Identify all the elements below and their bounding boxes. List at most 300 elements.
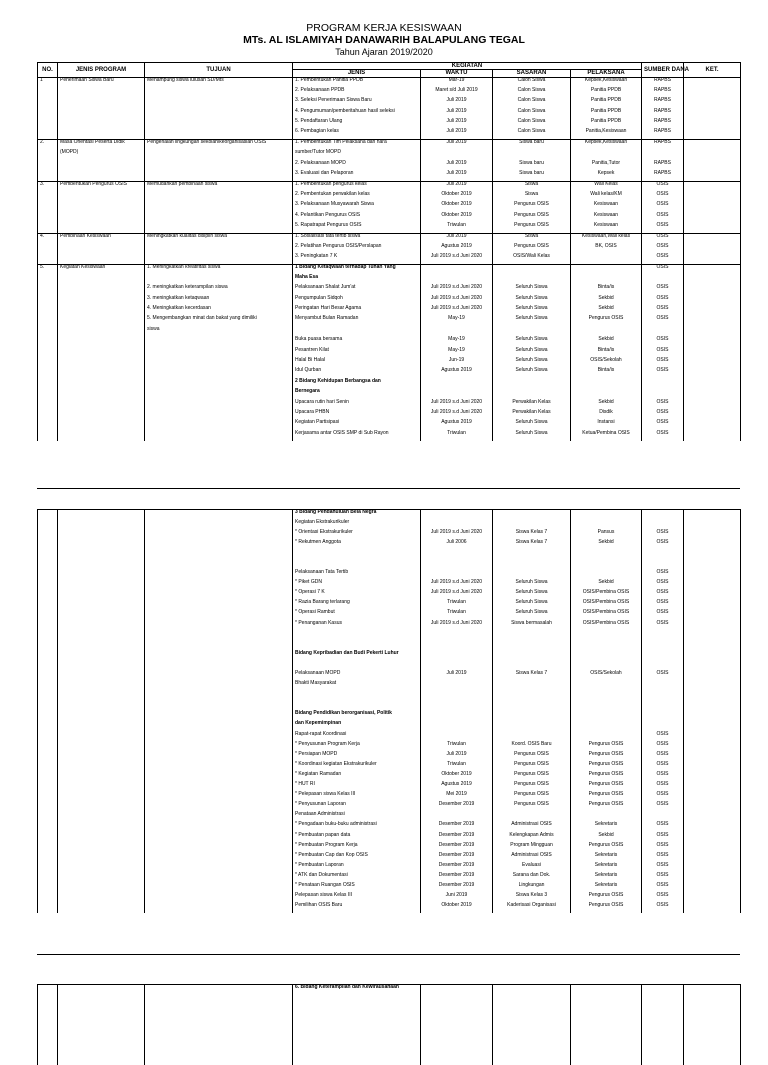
cell-sumber-dana: RAPBS bbox=[642, 129, 684, 139]
cell-jenis: Pelaksanaan Shalat Jum'at bbox=[293, 285, 421, 295]
cell-waktu: Juli 2019 bbox=[421, 119, 493, 129]
cell-pelaksana: Panitia PPDB bbox=[571, 109, 642, 119]
cell-waktu: May-19 bbox=[421, 337, 493, 347]
cell-pelaksana: OSIS/Sekolah bbox=[571, 358, 642, 368]
cell-sasaran: Seluruh Siswa bbox=[493, 368, 571, 378]
cell-waktu: Oktober 2019 bbox=[421, 213, 493, 223]
cell-waktu: Juli 2019 bbox=[421, 98, 493, 108]
cell-pelaksana: Kepsek,Kesiswaan bbox=[571, 140, 642, 150]
cell-jenis: Upacara rutin hari Senin bbox=[293, 400, 421, 410]
cell-tujuan bbox=[145, 1055, 293, 1065]
table-row bbox=[38, 863, 741, 873]
cell-no: 1 bbox=[38, 78, 58, 88]
cell-jenis: * Penataan Ruangan OSIS bbox=[293, 883, 421, 893]
cell-pelaksana: Kesiswaan bbox=[571, 223, 642, 233]
cell-sumber-dana: OSIS bbox=[642, 368, 684, 378]
cell-tujuan: 2. meningkatkan keterampilan siswa bbox=[145, 285, 293, 295]
document-title: PROGRAM KERJA KESISWAAN bbox=[306, 22, 462, 34]
cell-no bbox=[38, 995, 58, 1005]
cell-jenis: * Penyusunan Laporan bbox=[293, 802, 421, 812]
cell-sasaran bbox=[493, 995, 571, 1005]
cell-jenis-program bbox=[58, 651, 145, 661]
table-row bbox=[38, 853, 741, 863]
cell-jenis bbox=[293, 1045, 421, 1055]
cell-jenis: 5. Rapatrapat Pengurus OSIS bbox=[293, 223, 421, 233]
cell-waktu bbox=[421, 701, 493, 711]
cell-waktu: Juli 2019 bbox=[421, 752, 493, 762]
school-name: MTs. AL ISLAMIYAH DANAWARIH BALAPULANG TEGAL bbox=[243, 34, 525, 46]
cell-tujuan bbox=[145, 893, 293, 903]
cell-sasaran: Administrasi OSIS bbox=[493, 853, 571, 863]
cell-no bbox=[38, 772, 58, 782]
cell-ket bbox=[684, 732, 741, 742]
cell-pelaksana bbox=[571, 651, 642, 661]
cell-sasaran: Sarana dan Dok. bbox=[493, 873, 571, 883]
cell-pelaksana bbox=[571, 254, 642, 264]
cell-jenis: Kerjasama antar OSIS SMP di Sub Rayon bbox=[293, 431, 421, 441]
cell-jenis-program bbox=[58, 520, 145, 530]
cell-tujuan bbox=[145, 833, 293, 843]
cell-sasaran bbox=[493, 510, 571, 520]
cell-sumber-dana bbox=[642, 1035, 684, 1045]
table-row bbox=[38, 711, 741, 721]
cell-pelaksana: Pengurus OSIS bbox=[571, 742, 642, 752]
table-row bbox=[38, 129, 741, 139]
cell-ket bbox=[684, 233, 741, 243]
table-row bbox=[38, 296, 741, 306]
cell-pelaksana: Sekbid bbox=[571, 296, 642, 306]
cell-tujuan bbox=[145, 98, 293, 108]
cell-jenis: Menyambut Bulan Ramadan bbox=[293, 316, 421, 326]
cell-jenis-program bbox=[58, 192, 145, 202]
cell-jenis-program bbox=[58, 327, 145, 337]
cell-ket bbox=[684, 600, 741, 610]
table-row bbox=[38, 985, 741, 995]
cell-tujuan bbox=[145, 802, 293, 812]
cell-no bbox=[38, 762, 58, 772]
cell-waktu: Triwulan bbox=[421, 431, 493, 441]
cell-sumber-dana: OSIS bbox=[642, 233, 684, 243]
cell-sasaran: Kelengkapan Admis bbox=[493, 833, 571, 843]
cell-tujuan bbox=[145, 88, 293, 98]
cell-sumber-dana: OSIS bbox=[642, 903, 684, 913]
cell-pelaksana bbox=[571, 1005, 642, 1015]
table-row bbox=[38, 379, 741, 389]
cell-ket bbox=[684, 379, 741, 389]
cell-no bbox=[38, 721, 58, 731]
cell-tujuan bbox=[145, 812, 293, 822]
cell-pelaksana: Sekretaris bbox=[571, 853, 642, 863]
cell-waktu bbox=[421, 379, 493, 389]
cell-sumber-dana: RAPBS bbox=[642, 109, 684, 119]
header-sumber-dana: SUMBER DANA bbox=[642, 63, 684, 78]
cell-jenis: Kegiatan Ekstrakurikuler bbox=[293, 520, 421, 530]
cell-sasaran: Seluruh Siswa bbox=[493, 420, 571, 430]
table-row bbox=[38, 285, 741, 295]
cell-no bbox=[38, 389, 58, 399]
cell-ket bbox=[684, 223, 741, 233]
cell-jenis-program bbox=[58, 691, 145, 701]
cell-no bbox=[38, 254, 58, 264]
cell-sumber-dana bbox=[642, 701, 684, 711]
cell-jenis: Bidang Pendidikan berorganisasi, Politik bbox=[293, 711, 421, 721]
cell-waktu: Juli 2019 bbox=[421, 140, 493, 150]
header-ket: KET. bbox=[684, 63, 741, 78]
cell-no bbox=[38, 202, 58, 212]
cell-tujuan: Meningkatkan kualitas disiplin siswa bbox=[145, 233, 293, 243]
cell-tujuan bbox=[145, 903, 293, 913]
cell-no bbox=[38, 782, 58, 792]
cell-ket bbox=[684, 410, 741, 420]
cell-jenis: Pelaksanaan MOPD bbox=[293, 671, 421, 681]
table-row bbox=[38, 389, 741, 399]
cell-jenis-program bbox=[58, 550, 145, 560]
cell-sumber-dana: OSIS bbox=[642, 420, 684, 430]
cell-ket bbox=[684, 348, 741, 358]
table-row bbox=[38, 213, 741, 223]
table-row bbox=[38, 140, 741, 150]
cell-pelaksana: Kesiswaan bbox=[571, 213, 642, 223]
cell-sasaran: Siswa baru bbox=[493, 161, 571, 171]
cell-sumber-dana: OSIS bbox=[642, 671, 684, 681]
cell-jenis-program bbox=[58, 1005, 145, 1015]
cell-ket bbox=[684, 265, 741, 275]
cell-ket bbox=[684, 520, 741, 530]
cell-sumber-dana: OSIS bbox=[642, 213, 684, 223]
table-row bbox=[38, 590, 741, 600]
cell-sumber-dana: OSIS bbox=[642, 843, 684, 853]
cell-sumber-dana: OSIS bbox=[642, 742, 684, 752]
cell-waktu bbox=[421, 641, 493, 651]
cell-jenis-program bbox=[58, 530, 145, 540]
cell-sasaran bbox=[493, 631, 571, 641]
cell-ket bbox=[684, 792, 741, 802]
cell-sumber-dana: OSIS bbox=[642, 254, 684, 264]
cell-tujuan bbox=[145, 1005, 293, 1015]
table-row bbox=[38, 150, 741, 160]
cell-ket bbox=[684, 863, 741, 873]
cell-jenis: 2. Pelaksanaan PPDB bbox=[293, 88, 421, 98]
cell-pelaksana bbox=[571, 379, 642, 389]
cell-pelaksana bbox=[571, 510, 642, 520]
cell-sasaran bbox=[493, 1045, 571, 1055]
cell-tujuan bbox=[145, 1035, 293, 1045]
cell-sasaran: Siswa bbox=[493, 192, 571, 202]
cell-sasaran: Pengurus OSIS bbox=[493, 782, 571, 792]
cell-jenis: * Rekutmen Anggota bbox=[293, 540, 421, 550]
cell-jenis-program bbox=[58, 762, 145, 772]
cell-waktu: Juli 2006 bbox=[421, 540, 493, 550]
cell-pelaksana: OSIS/Pembina OSIS bbox=[571, 600, 642, 610]
cell-sumber-dana: OSIS bbox=[642, 348, 684, 358]
cell-jenis: Kegiatan Partisipasi bbox=[293, 420, 421, 430]
cell-jenis-program bbox=[58, 570, 145, 580]
cell-sasaran: Perwakilan Kelas bbox=[493, 400, 571, 410]
cell-pelaksana bbox=[571, 691, 642, 701]
table-row bbox=[38, 88, 741, 98]
cell-sasaran: Administrasi OSIS bbox=[493, 822, 571, 832]
cell-jenis-program bbox=[58, 1045, 145, 1055]
cell-jenis: * Operasi Rambut bbox=[293, 610, 421, 620]
table-row bbox=[38, 161, 741, 171]
cell-jenis-program: Pembentukan Pengurus OSIS bbox=[58, 181, 145, 191]
cell-jenis-program bbox=[58, 752, 145, 762]
cell-tujuan bbox=[145, 109, 293, 119]
cell-sasaran: Kaderisasi Organisasi bbox=[493, 903, 571, 913]
cell-waktu: Juli 2019 s.d Juni 2020 bbox=[421, 530, 493, 540]
cell-jenis-program bbox=[58, 671, 145, 681]
cell-ket bbox=[684, 254, 741, 264]
page-separator bbox=[37, 488, 740, 489]
table-row bbox=[38, 550, 741, 560]
table-row bbox=[38, 843, 741, 853]
cell-sumber-dana: OSIS bbox=[642, 873, 684, 883]
table-row bbox=[38, 651, 741, 661]
cell-ket bbox=[684, 171, 741, 181]
cell-jenis: * HUT RI bbox=[293, 782, 421, 792]
cell-jenis-program bbox=[58, 873, 145, 883]
cell-tujuan bbox=[145, 389, 293, 399]
cell-jenis-program bbox=[58, 389, 145, 399]
cell-tujuan bbox=[145, 995, 293, 1005]
header-jenis: JENIS bbox=[293, 70, 421, 78]
table-row bbox=[38, 181, 741, 191]
cell-waktu: Juli 2019 bbox=[421, 233, 493, 243]
cell-no bbox=[38, 843, 58, 853]
cell-waktu bbox=[421, 1025, 493, 1035]
table-row bbox=[38, 873, 741, 883]
cell-no bbox=[38, 88, 58, 98]
cell-sasaran bbox=[493, 701, 571, 711]
cell-pelaksana: Kepsek,Kesiswaan bbox=[571, 78, 642, 88]
cell-sasaran: Seluruh Siswa bbox=[493, 358, 571, 368]
cell-sasaran: Koord. OSIS Baru bbox=[493, 742, 571, 752]
cell-waktu: Desember 2019 bbox=[421, 833, 493, 843]
table-row bbox=[38, 752, 741, 762]
cell-no bbox=[38, 752, 58, 762]
cell-ket bbox=[684, 742, 741, 752]
table-row bbox=[38, 244, 741, 254]
cell-no bbox=[38, 192, 58, 202]
cell-pelaksana: Pengurus OSIS bbox=[571, 782, 642, 792]
cell-pelaksana: Instansi bbox=[571, 420, 642, 430]
cell-no bbox=[38, 822, 58, 832]
table-row bbox=[38, 782, 741, 792]
cell-ket bbox=[684, 903, 741, 913]
cell-ket bbox=[684, 701, 741, 711]
cell-no bbox=[38, 400, 58, 410]
cell-tujuan bbox=[145, 691, 293, 701]
table-row bbox=[38, 721, 741, 731]
cell-jenis-program bbox=[58, 306, 145, 316]
cell-jenis: 4. Pelantikan Pengurus OSIS bbox=[293, 213, 421, 223]
table-row bbox=[38, 254, 741, 264]
cell-sasaran: Seluruh Siswa bbox=[493, 348, 571, 358]
cell-waktu: Triwulan bbox=[421, 600, 493, 610]
table-row bbox=[38, 671, 741, 681]
cell-ket bbox=[684, 119, 741, 129]
cell-tujuan bbox=[145, 213, 293, 223]
header-no: NO. bbox=[38, 63, 58, 78]
cell-sumber-dana: OSIS bbox=[642, 202, 684, 212]
cell-jenis: 4. Pengumuman/pemberitahuan hasil seleksi bbox=[293, 109, 421, 119]
table-row bbox=[38, 265, 741, 275]
cell-ket bbox=[684, 400, 741, 410]
cell-waktu bbox=[421, 995, 493, 1005]
table-row bbox=[38, 202, 741, 212]
cell-ket bbox=[684, 812, 741, 822]
cell-sumber-dana: OSIS bbox=[642, 752, 684, 762]
cell-jenis-program bbox=[58, 1035, 145, 1045]
cell-pelaksana bbox=[571, 1035, 642, 1045]
cell-sasaran: Siswa Kelas 7 bbox=[493, 671, 571, 681]
cell-sasaran bbox=[493, 560, 571, 570]
cell-no bbox=[38, 1035, 58, 1045]
cell-waktu: Jun-19 bbox=[421, 358, 493, 368]
cell-sumber-dana bbox=[642, 985, 684, 995]
cell-waktu bbox=[421, 1055, 493, 1065]
program-table-page-1 bbox=[37, 62, 741, 441]
cell-sumber-dana: OSIS bbox=[642, 358, 684, 368]
cell-ket bbox=[684, 833, 741, 843]
cell-no bbox=[38, 873, 58, 883]
cell-jenis-program: Kegiatan Kesiswaan bbox=[58, 265, 145, 275]
cell-jenis: * Razia Barang terlarang bbox=[293, 600, 421, 610]
cell-tujuan bbox=[145, 782, 293, 792]
cell-sasaran: Siswa Kelas 3 bbox=[493, 893, 571, 903]
cell-no bbox=[38, 863, 58, 873]
cell-sumber-dana bbox=[642, 1005, 684, 1015]
table-row bbox=[38, 621, 741, 631]
cell-jenis bbox=[293, 691, 421, 701]
cell-ket bbox=[684, 161, 741, 171]
cell-no bbox=[38, 1015, 58, 1025]
cell-ket bbox=[684, 1035, 741, 1045]
cell-sasaran bbox=[493, 550, 571, 560]
cell-no bbox=[38, 1005, 58, 1015]
cell-jenis-program bbox=[58, 560, 145, 570]
cell-jenis: * Pembuatan papan data bbox=[293, 833, 421, 843]
cell-waktu: May-19 bbox=[421, 316, 493, 326]
cell-no: 2. bbox=[38, 140, 58, 150]
cell-jenis: Idul Qurban bbox=[293, 368, 421, 378]
cell-pelaksana: Pengurus OSIS bbox=[571, 792, 642, 802]
cell-no bbox=[38, 337, 58, 347]
cell-waktu: Oktober 2019 bbox=[421, 192, 493, 202]
cell-sumber-dana: RAPBS bbox=[642, 119, 684, 129]
cell-no bbox=[38, 1045, 58, 1055]
cell-no bbox=[38, 792, 58, 802]
cell-ket bbox=[684, 721, 741, 731]
table-row bbox=[38, 78, 741, 88]
cell-sumber-dana bbox=[642, 711, 684, 721]
cell-sasaran: Calon Siswa bbox=[493, 109, 571, 119]
cell-pelaksana bbox=[571, 985, 642, 995]
cell-sumber-dana bbox=[642, 550, 684, 560]
cell-ket bbox=[684, 296, 741, 306]
cell-ket bbox=[684, 358, 741, 368]
cell-waktu: Desember 2019 bbox=[421, 853, 493, 863]
cell-sasaran: Calon Siswa bbox=[493, 119, 571, 129]
cell-jenis-program bbox=[58, 379, 145, 389]
cell-ket bbox=[684, 109, 741, 119]
cell-jenis-program bbox=[58, 883, 145, 893]
table-row bbox=[38, 802, 741, 812]
cell-tujuan bbox=[145, 641, 293, 651]
cell-no bbox=[38, 431, 58, 441]
cell-no bbox=[38, 701, 58, 711]
cell-jenis: * Operasi 7 K bbox=[293, 590, 421, 600]
cell-waktu bbox=[421, 651, 493, 661]
cell-waktu: Desember 2019 bbox=[421, 802, 493, 812]
cell-pelaksana: OSIS/Pembina OSIS bbox=[571, 610, 642, 620]
table-row bbox=[38, 540, 741, 550]
cell-no bbox=[38, 580, 58, 590]
cell-jenis-program bbox=[58, 711, 145, 721]
cell-sasaran: Pengurus OSIS bbox=[493, 244, 571, 254]
cell-jenis-program bbox=[58, 772, 145, 782]
cell-pelaksana: Sekretaris bbox=[571, 822, 642, 832]
table-row bbox=[38, 610, 741, 620]
cell-sumber-dana: OSIS bbox=[642, 400, 684, 410]
cell-jenis-program: Masa Orientasi Peserta Didik bbox=[58, 140, 145, 150]
cell-tujuan bbox=[145, 410, 293, 420]
cell-pelaksana bbox=[571, 1025, 642, 1035]
cell-no: 3. bbox=[38, 181, 58, 191]
cell-tujuan bbox=[145, 368, 293, 378]
cell-jenis: 1 Bidang Ketaqwaan terhadap Tuhan Yang bbox=[293, 265, 421, 275]
table-row bbox=[38, 348, 741, 358]
cell-sumber-dana: OSIS bbox=[642, 772, 684, 782]
cell-no bbox=[38, 732, 58, 742]
cell-sumber-dana bbox=[642, 651, 684, 661]
cell-no bbox=[38, 560, 58, 570]
table-row bbox=[38, 631, 741, 641]
cell-sumber-dana: RAPBS bbox=[642, 171, 684, 181]
cell-waktu: Juli 2019 s.d Juni 2020 bbox=[421, 306, 493, 316]
cell-waktu: Juli 2019 s.d Juni 2020 bbox=[421, 285, 493, 295]
cell-sumber-dana: RAPBS bbox=[642, 98, 684, 108]
table-row bbox=[38, 358, 741, 368]
cell-pelaksana: Wali kelas/KM bbox=[571, 192, 642, 202]
cell-jenis: * Pengadaan buku-buku administrasi bbox=[293, 822, 421, 832]
cell-tujuan bbox=[145, 348, 293, 358]
cell-jenis-program bbox=[58, 681, 145, 691]
cell-waktu: Desember 2019 bbox=[421, 873, 493, 883]
table-row bbox=[38, 1015, 741, 1025]
cell-sumber-dana: OSIS bbox=[642, 410, 684, 420]
cell-ket bbox=[684, 550, 741, 560]
table-row bbox=[38, 903, 741, 913]
cell-pelaksana bbox=[571, 550, 642, 560]
cell-no bbox=[38, 316, 58, 326]
cell-waktu: Desember 2019 bbox=[421, 822, 493, 832]
cell-sasaran: Pengurus OSIS bbox=[493, 772, 571, 782]
cell-no: 5. bbox=[38, 265, 58, 275]
cell-sasaran: Seluruh Siswa bbox=[493, 610, 571, 620]
cell-jenis: 3. Seleksi Penerimaan Siswa Baru bbox=[293, 98, 421, 108]
cell-sumber-dana: OSIS bbox=[642, 265, 684, 275]
cell-pelaksana: Pengurus OSIS bbox=[571, 762, 642, 772]
cell-sumber-dana: RAPBS bbox=[642, 161, 684, 171]
cell-sumber-dana: OSIS bbox=[642, 530, 684, 540]
cell-no bbox=[38, 711, 58, 721]
cell-sasaran: Calon Siswa bbox=[493, 78, 571, 88]
cell-sumber-dana: OSIS bbox=[642, 285, 684, 295]
cell-tujuan bbox=[145, 843, 293, 853]
cell-no: 4. bbox=[38, 233, 58, 243]
cell-tujuan bbox=[145, 560, 293, 570]
